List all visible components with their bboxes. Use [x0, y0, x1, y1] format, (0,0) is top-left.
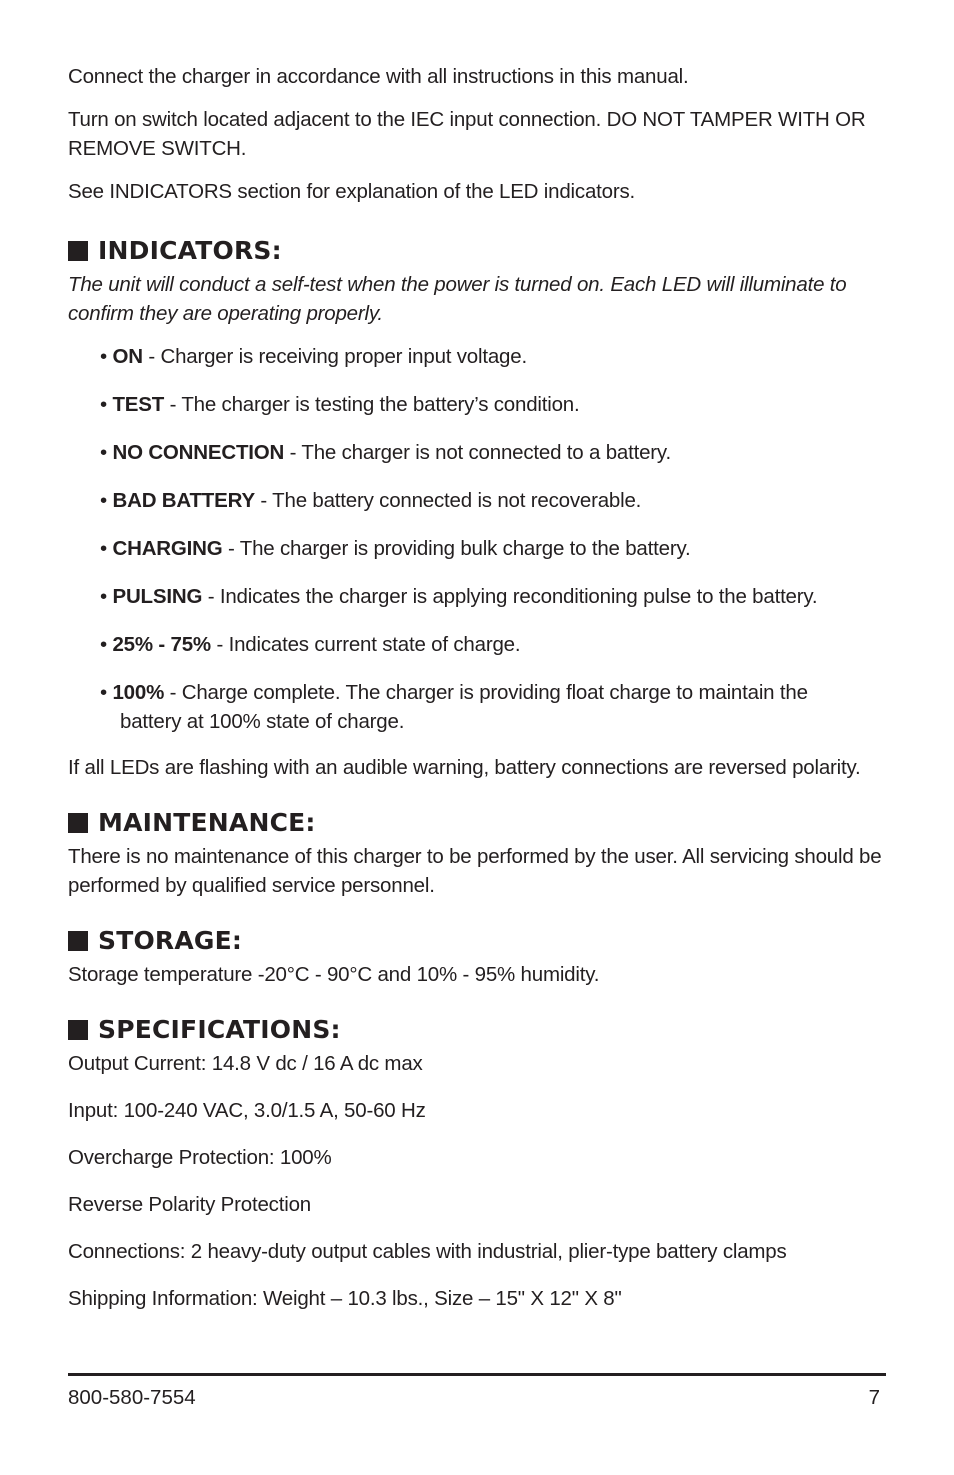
intro-switch-text: Turn on switch located adjacent to the IEC input connection. DO NOT TAMPER WITH OR REMOVE SWITCH. [68, 108, 866, 160]
indicator-item-pulsing: • PULSING - Indicates the charger is applying reconditioning pulse to the battery. [100, 585, 818, 608]
indicator-item-bad-battery: • BAD BATTERY - The battery connected is not recoverable. [100, 489, 642, 512]
spec-input: Input: 100-240 VAC, 3.0/1.5 A, 50-60 Hz [68, 1099, 426, 1122]
indicator-list [68, 342, 886, 736]
indicator-label: NO CONNECTION [112, 441, 285, 464]
spec-connections: Connections: 2 heavy-duty output cables with industrial, plier-type battery clamps [68, 1240, 787, 1263]
maintenance-heading-text: MAINTENANCE: [98, 808, 316, 837]
square-bullet-icon [68, 813, 88, 833]
storage-text: Storage temperature -20°C - 90°C and 10% - 95% humidity. [68, 963, 600, 986]
indicator-desc: - The charger is providing bulk charge to the battery. [222, 537, 691, 560]
indicator-item-charging: • CHARGING - The charger is providing bulk charge to the battery. [100, 537, 691, 560]
reverse-polarity-warning: If all LEDs are flashing with an audible warning, battery connections are reversed polarity. [68, 756, 861, 779]
maintenance-heading [68, 808, 886, 838]
square-bullet-icon [68, 1020, 88, 1040]
intro-connect-text: Connect the charger in accordance with all instructions in this manual. [68, 65, 689, 88]
indicator-desc-continued: battery at 100% state of charge. [120, 710, 405, 733]
indicators-heading [68, 236, 886, 266]
indicator-desc: - The charger is testing the battery’s condition. [164, 393, 580, 416]
indicator-desc: - Indicates the charger is applying reconditioning pulse to the battery. [202, 585, 818, 608]
indicator-desc: - Indicates current state of charge. [210, 633, 521, 656]
indicator-desc: - The charger is not connected to a battery. [284, 441, 671, 464]
maintenance-text: There is no maintenance of this charger to be performed by the user. All servicing should be performed by qualified service personnel. [68, 845, 882, 897]
spec-shipping: Shipping Information: Weight – 10.3 lbs., Size – 15" X 12" X 8" [68, 1287, 622, 1310]
manual-page [68, 62, 886, 1331]
intro-indicators-ref-text: See INDICATORS section for explanation of the LED indicators. [68, 180, 636, 203]
indicator-item-100: • 100% - Charge complete. The charger is providing float charge to maintain the battery at 100% state of charge. [100, 678, 886, 736]
specifications-heading-text: SPECIFICATIONS: [98, 1015, 341, 1044]
indicator-item-on: • ON - Charger is receiving proper input voltage. [100, 345, 527, 368]
indicators-heading-text: INDICATORS: [98, 236, 282, 265]
spec-overcharge: Overcharge Protection: 100% [68, 1146, 332, 1169]
indicator-desc: - The battery connected is not recoverable. [254, 489, 642, 512]
storage-heading [68, 926, 886, 956]
page-number: 7 [868, 1386, 880, 1409]
indicator-desc: - Charger is receiving proper input voltage. [142, 345, 527, 368]
indicator-label: 100% [112, 681, 165, 704]
indicator-label: TEST [112, 393, 165, 416]
storage-heading-text: STORAGE: [98, 926, 243, 955]
indicator-label: PULSING [112, 585, 203, 608]
indicator-item-25-75: • 25% - 75% - Indicates current state of charge. [100, 633, 521, 656]
square-bullet-icon [68, 241, 88, 261]
specifications-heading [68, 1015, 886, 1045]
indicator-label: ON [112, 345, 143, 368]
indicator-label: BAD BATTERY [112, 489, 255, 512]
spec-reverse-polarity: Reverse Polarity Protection [68, 1193, 311, 1216]
indicator-desc: - Charge complete. The charger is providing float charge to maintain the [164, 681, 808, 704]
indicator-label: 25% - 75% [112, 633, 211, 656]
indicators-intro: The unit will conduct a self-test when the power is turned on. Each LED will illuminate to confirm they are operating properly. [68, 273, 847, 325]
spec-output-current: Output Current: 14.8 V dc / 16 A dc max [68, 1052, 423, 1075]
indicator-label: CHARGING [112, 537, 223, 560]
square-bullet-icon [68, 931, 88, 951]
footer-phone: 800-580-7554 [68, 1386, 196, 1409]
indicator-item-test: • TEST - The charger is testing the battery’s condition. [100, 393, 580, 416]
page-footer [68, 1373, 886, 1409]
indicator-item-no-connection: • NO CONNECTION - The charger is not connected to a battery. [100, 441, 671, 464]
